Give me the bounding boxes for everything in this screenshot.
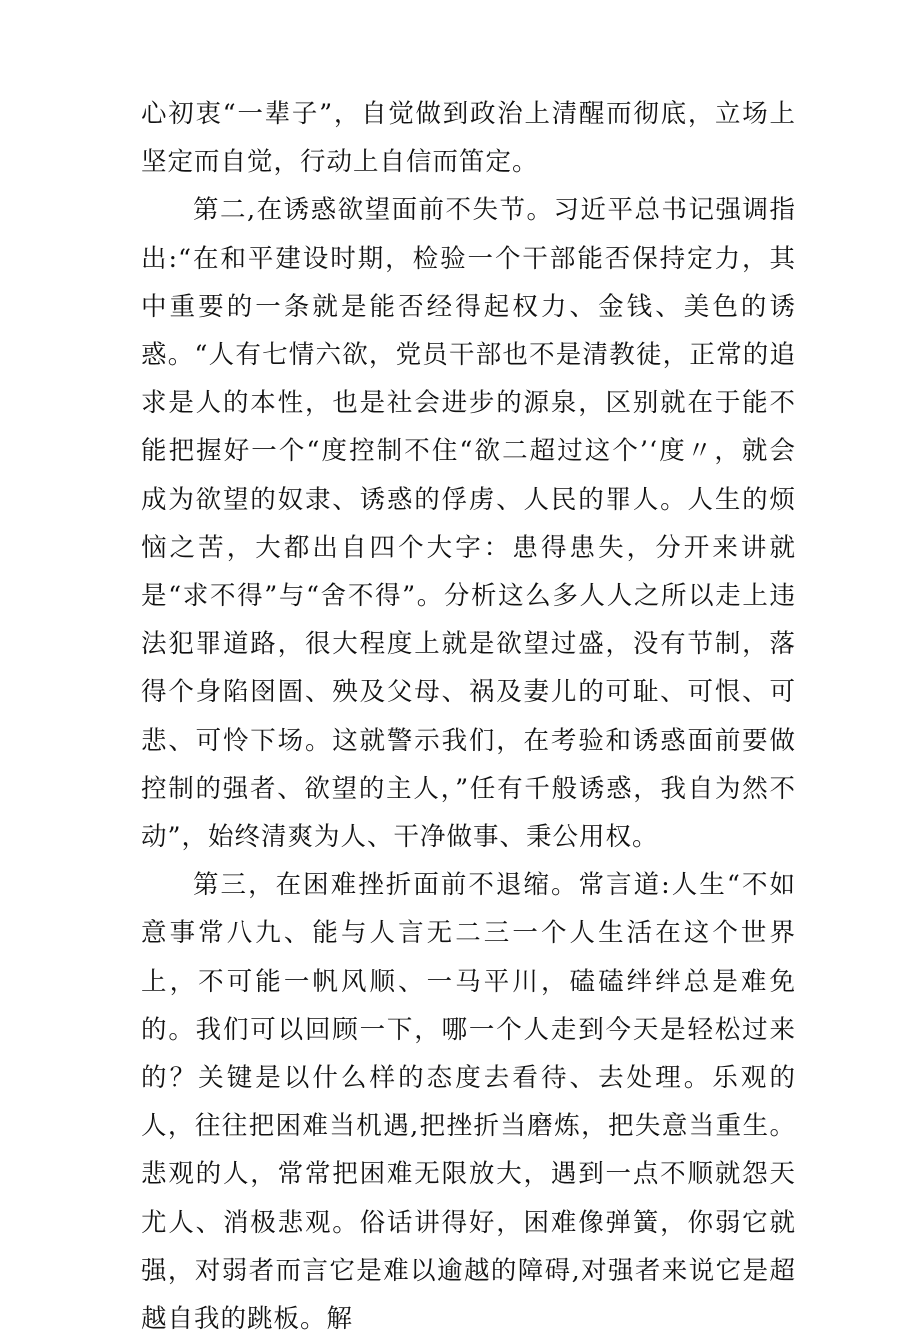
document-body [141, 90, 796, 1343]
paragraph-second-point: 第二,在诱惑欲望面前不失节。习近平总书记强调指出:“在和平建设时期，检验一个干部能否保持定力，其中重要的一条就是能否经得起权力、金钱、美色的诱惑。“人有七情六欲，党员干部也不是清教徒，正常的追求是人的本性，也是社会进步的源泉，区别就在于能不能把握好一个“度控制不住“欲二超过这个’‘度〃，就会成为欲望的奴隶、诱惑的俘虏、人民的罪人。人生的烦恼之苦，大都出自四个大字：患得患失，分开来讲就是“求不得”与“舍不得”。分析这么多人人之所以走上违法犯罪道路，很大程度上就是欲望过盛，没有节制，落得个身陷囹圄、殃及父母、祸及妻儿的可耻、可恨、可悲、可怜下场。这就警示我们，在考验和诱惑面前要做控制的强者、欲望的主人，”任有千般诱惑，我自为然不动”，始终清爽为人、干净做事、秉公用权。 [141, 195, 796, 853]
paragraph-third-point: 第三，在困难挫折面前不退缩。常言道:人生“不如意事常八九、能与人言无二三一个人生活在这个世界上，不可能一帆风顺、一马平川，磕磕绊绊总是难免的。我们可以回顾一下，哪一个人走到今天是轻松过来的？关键是以什么样的态度去看待、去处理。乐观的人，往往把困难当机遇,把挫折当磨炼，把失意当重生。悲观的人，常常把困难无限放大，遇到一点不顺就怨天尤人、消极悲观。俗话讲得好，困难像弹簧，你弱它就强，对弱者而言它是难以逾越的障碍,对强者来说它是超越自我的跳板。解 [141, 870, 796, 1335]
paragraph-continuation: 心初衷“一辈子”，自觉做到政治上清醒而彻底，立场上坚定而自觉，行动上自信而笛定。 [141, 99, 796, 178]
